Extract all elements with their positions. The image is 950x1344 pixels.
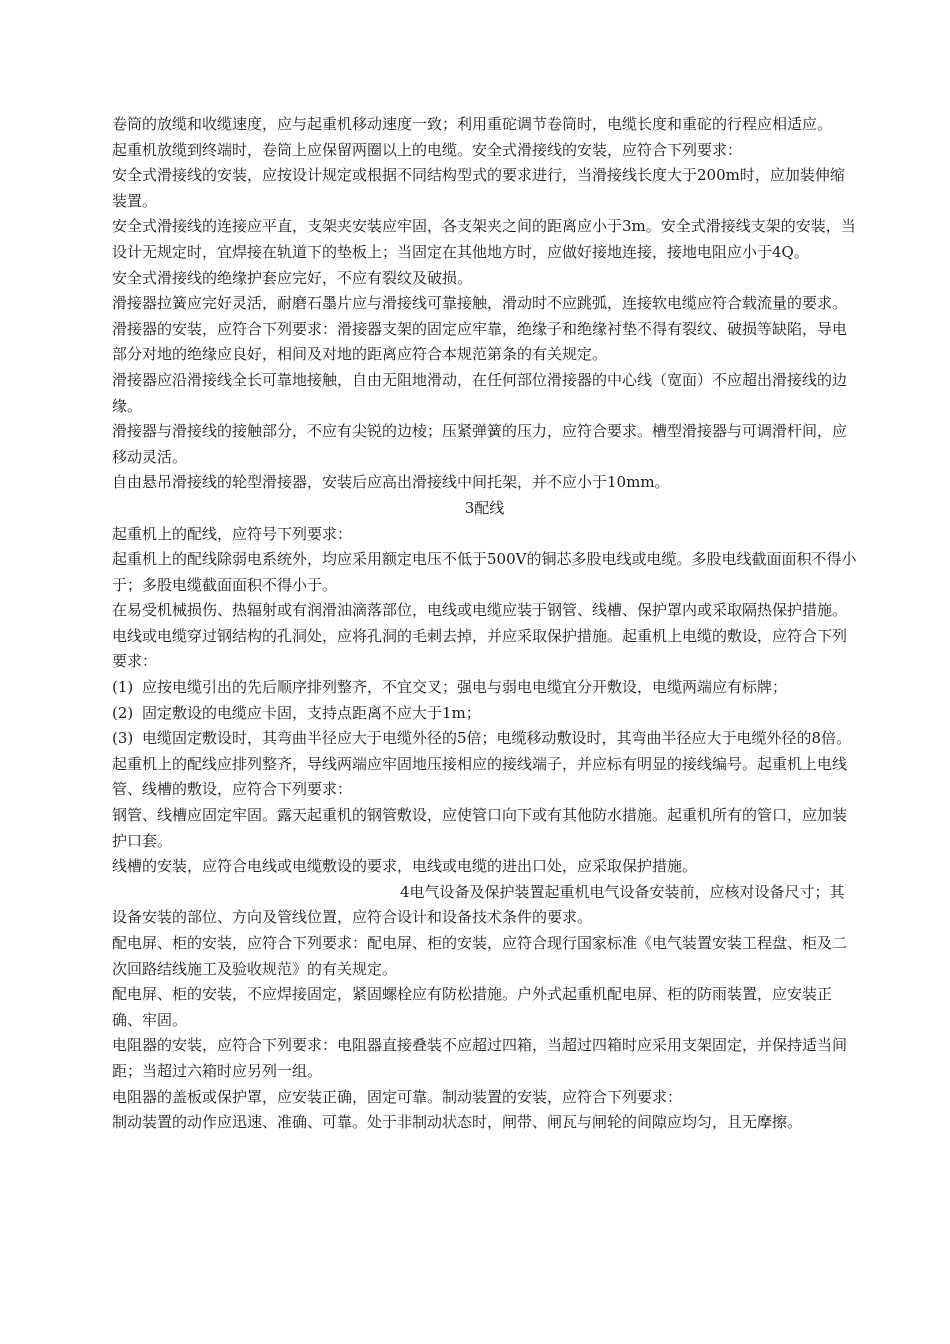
paragraph: 起重机上的配线应排列整齐，导线两端应牢固地压接相应的接线端子，并应标有明显的接线编号。起重机上电线管、线槽的敷设，应符合下列要求： [112,754,848,799]
item-number: (3) [112,729,134,748]
paragraph: 钢管、线槽应固定牢固。露天起重机的钢管敷设，应使管口向下或有其他防水措施。起重机所有的管口，应加装护口套。 [112,806,848,850]
paragraph: 制动装置的动作应迅速、准确、可靠。处于非制动状态时，闸带、闸瓦与闸轮的间隙应均匀，且无摩擦。 [112,1113,803,1132]
paragraph: 电线或电缆穿过钢结构的孔洞处，应将孔洞的毛刺去掉，并应采取保护措施。起重机上电缆的敷设，应符合下列要求： [112,626,848,671]
document-body [112,112,857,1136]
paragraph: 起重机放缆到终端时，卷筒上应保留两圈以上的电缆。安全式滑接线的安装，应符合下列要求： [112,140,743,159]
section-3-title: 3配线 [464,498,505,517]
item-text: 应按电缆引出的先后顺序排列整齐，不宜交叉；强电与弱电电缆宜分开敷设，电缆两端应有标牌； [142,678,788,697]
paragraph: 配电屏、柜的安装，应符合下列要求：配电屏、柜的安装，应符合现行国家标准《电气装置安装工程盘、柜及二次回路结线施工及验收规范》的有关规定。 [112,934,848,978]
paragraph: 安全式滑接线的安装，应按设计规定或根据不同结构型式的要求进行，当滑接线长度大于200m时，应加装伸缩装置。 [112,166,845,210]
paragraph: 线槽的安装，应符合电线或电缆敷设的要求，电线或电缆的进出口处，应采取保护措施。 [112,857,698,876]
numbered-item [112,701,857,727]
paragraph: 滑接器与滑接线的接触部分，不应有尖锐的边棱；压紧弹簧的压力，应符合要求。槽型滑接器与可调滑杆间，应移动灵活。 [112,422,848,466]
item-text: 固定敷设的电缆应卡固，支持点距离不应大于1m； [142,703,481,722]
paragraph: 电阻器的安装，应符合下列要求：电阻器直接叠装不应超过四箱，当超过四箱时应采用支架固定，并保持适当间距；当超过六箱时应另列一组。 [112,1036,848,1080]
paragraph: 滑接器拉簧应完好灵活，耐磨石墨片应与滑接线可靠接触，滑动时不应跳弧，连接软电缆应符合载流量的要求。 [112,294,848,313]
paragraph: 安全式滑接线的连接应平直，支架夹安装应牢固，各支架夹之间的距离应小于3m。安全式滑接线支架的安装，当设计无规定时，宜焊接在轨道下的垫板上；当固定在其他地方时，应做好接地连接，接地电阻应小于4Q。 [112,217,856,261]
paragraph: 电阻器的盖板或保护罩，应安装正确，固定可靠。制动装置的安装，应符合下列要求： [112,1087,683,1106]
paragraph: 起重机上的配线除弱电系统外，均应采用额定电压不低于500V的铜芯多股电线或电缆。多股电线截面面积不得小于；多股电缆截面面积不得小于。 [112,550,857,594]
paragraph: 自由悬吊滑接线的轮型滑接器，安装后应高出滑接线中间托架，并不应小于10mm。 [112,473,670,492]
item-text: 电缆固定敷设时，其弯曲半径应大于电缆外径的5倍；电缆移动敷设时，其弯曲半径应大于电缆外径的8倍。 [142,729,852,748]
paragraph: 滑接器的安装，应符合下列要求：滑接器支架的固定应牢靠，绝缘子和绝缘衬垫不得有裂纹、破损等缺陷，导电部分对地的绝缘应良好，相间及对地的距离应符合本规范第条的有关规定。 [112,319,848,364]
paragraph: 起重机上的配线，应符号下列要求： [112,524,353,543]
item-number: (2) [112,703,134,722]
numbered-item [112,675,857,701]
item-number: (1) [112,678,134,697]
paragraph: 滑接器应沿滑接线全长可靠地接触，自由无阻地滑动，在任何部位滑接器的中心线（宽面）不应超出滑接线的边缘。 [112,370,848,415]
numbered-item [112,726,857,752]
paragraph: 配电屏、柜的安装，不应焊接固定，紧固螺栓应有防松措施。户外式起重机配电屏、柜的防雨装置，应安装正确、牢固。 [112,985,833,1029]
paragraph: 安全式滑接线的绝缘护套应完好，不应有裂纹及破损。 [112,268,473,287]
section-4-heading: 4电气设备及保护装置起重机电气设备安装前，应核对设备尺寸；其设备安装的部位、方向及管线位置，应符合设计和设备技术条件的要求。 [112,882,845,927]
paragraph: 卷筒的放缆和收缆速度，应与起重机移动速度一致；利用重砣调节卷筒时，电缆长度和重砣的行程应相适应。 [112,115,833,133]
paragraph: 在易受机械损伤、热辐射或有润滑油滴落部位，电线或电缆应装于钢管、线槽、保护罩内或采取隔热保护措施。 [112,601,848,620]
